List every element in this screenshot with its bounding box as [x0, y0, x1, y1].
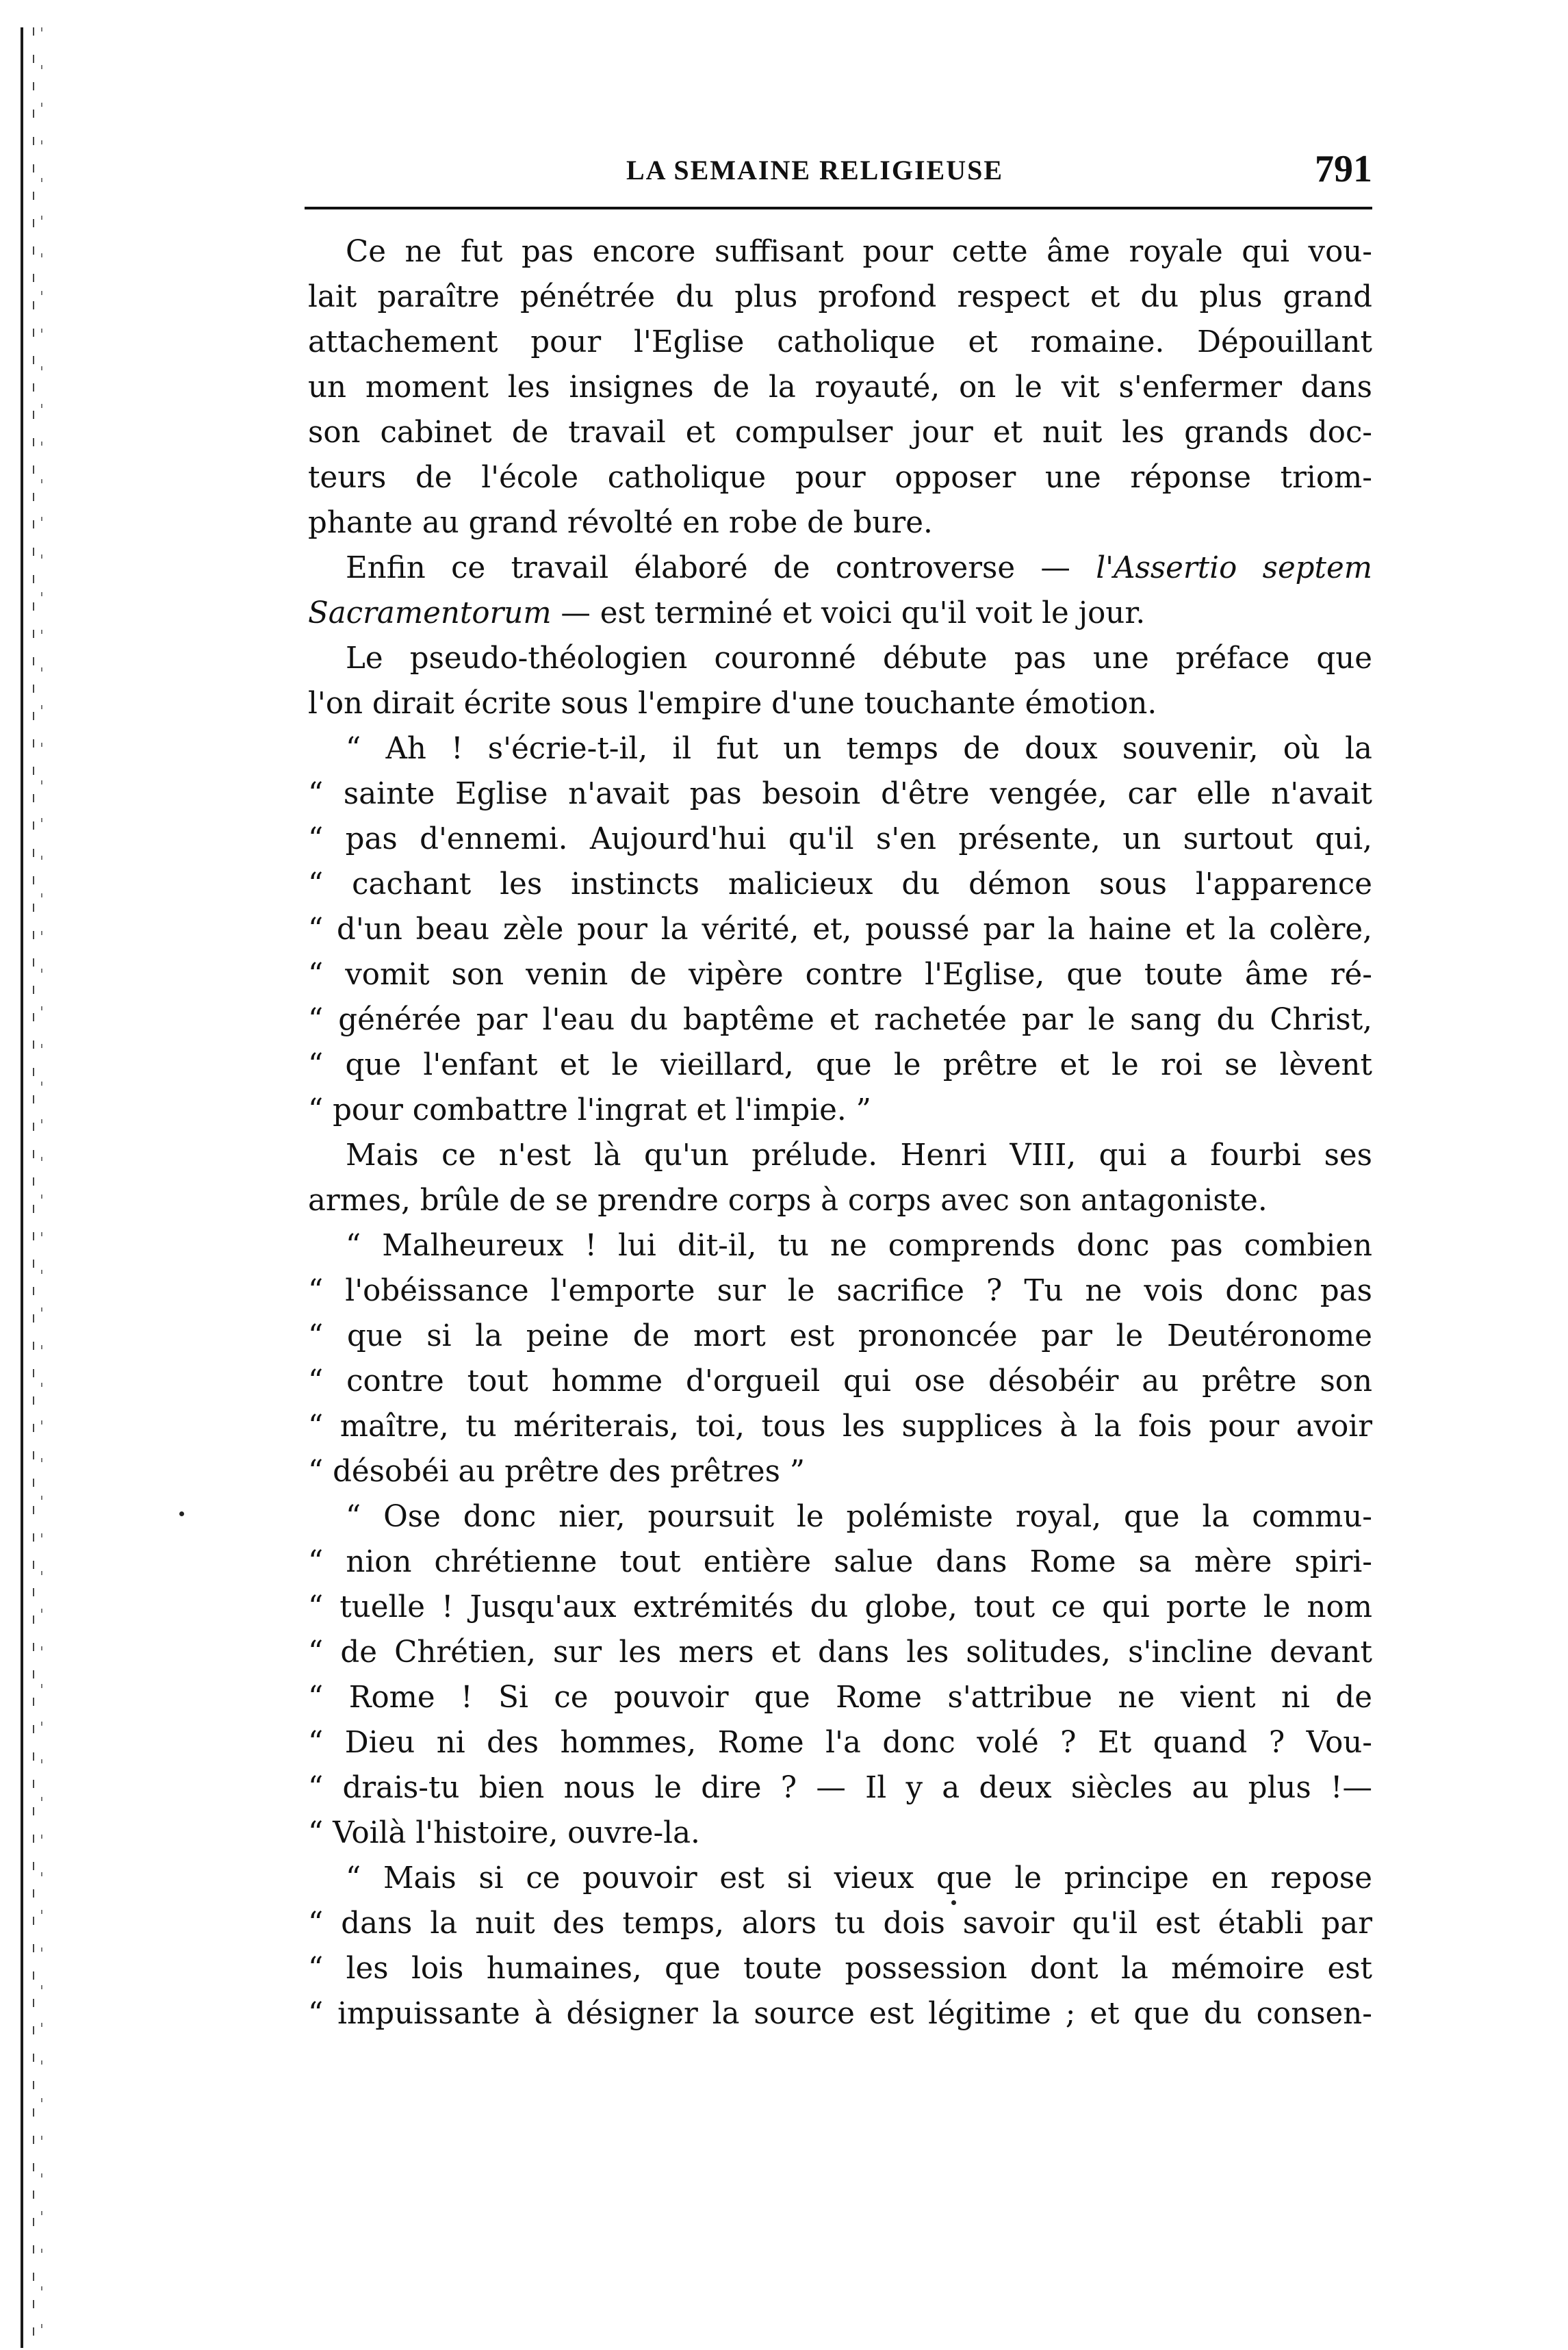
text-line: attachement pour l'Eglise catholique et romaine. Dépouillant — [308, 325, 1372, 359]
text-line: Sacramentorum — est terminé et voici qu'il voit le jour. — [308, 596, 1146, 630]
text-line: “ pour combattre l'ingrat et l'impie. ” — [308, 1093, 871, 1127]
text-line: Mais ce n'est là qu'un prélude. Henri VIII, qui a fourbi ses — [346, 1138, 1372, 1173]
text-line: “ Malheureux ! lui dit-il, tu ne comprends donc pas combien — [346, 1229, 1372, 1263]
text-line: un moment les insignes de la royauté, on le vit s'enfermer dans — [308, 370, 1372, 405]
text-line: l'on dirait écrite sous l'empire d'une touchante émotion. — [308, 687, 1157, 721]
page-header — [305, 147, 1372, 195]
text-line: “ l'obéissance l'emporte sur le sacrifice ? Tu ne vois donc pas — [308, 1274, 1372, 1308]
text-line: “ maître, tu mériterais, toi, tous les supplices à la fois pour avoir — [308, 1409, 1372, 1444]
header-rule — [305, 207, 1372, 209]
text-line: “ nion chrétienne tout entière salue dans Rome sa mère spiri- — [308, 1545, 1372, 1579]
text-line: “ Dieu ni des hommes, Rome l'a donc volé ? Et quand ? Vou- — [308, 1726, 1372, 1760]
text-line: phante au grand révolté en robe de bure. — [308, 506, 933, 540]
text-line: “ pas d'ennemi. Aujourd'hui qu'il s'en présente, un surtout qui, — [308, 822, 1372, 856]
text-line: “ vomit son venin de vipère contre l'Eglise, que toute âme ré- — [308, 958, 1372, 992]
text-line: Le pseudo-théologien couronné débute pas une préface que — [346, 641, 1372, 676]
stray-mark — [179, 1511, 184, 1516]
running-head: LA SEMAINE RELIGIEUSE — [626, 155, 1004, 186]
text-line: armes, brûle de se prendre corps à corps avec son antagoniste. — [308, 1184, 1268, 1218]
text-line: son cabinet de travail et compulser jour et nuit les grands doc- — [308, 416, 1372, 450]
text-line: “ que l'enfant et le vieillard, que le prêtre et le roi se lèvent — [308, 1048, 1372, 1082]
body-text — [308, 229, 1372, 2036]
text-line: “ d'un beau zèle pour la vérité, et, poussé par la haine et la colère, — [308, 912, 1372, 947]
text-line: “ cachant les instincts malicieux du démon sous l'apparence — [308, 867, 1372, 902]
text-line: “ désobéi au prêtre des prêtres ” — [308, 1455, 806, 1489]
stray-mark — [951, 1900, 956, 1905]
text-line: “ dans la nuit des temps, alors tu dois savoir qu'il est établi par — [308, 1906, 1372, 1941]
text-line: “ de Chrétien, sur les mers et dans les solitudes, s'incline devant — [308, 1635, 1372, 1670]
text-line: “ sainte Eglise n'avait pas besoin d'être vengée, car elle n'avait — [308, 777, 1372, 811]
text-line: “ Voilà l'histoire, ouvre-la. — [308, 1816, 700, 1850]
text-line: “ Ose donc nier, poursuit le polémiste royal, que la commu- — [346, 1500, 1372, 1534]
text-line: lait paraître pénétrée du plus profond respect et du plus grand — [308, 280, 1372, 314]
text-line: “ générée par l'eau du baptême et rachetée par le sang du Christ, — [308, 1003, 1372, 1037]
text-line: “ tuelle ! Jusqu'aux extrémités du globe, tout ce qui porte le nom — [308, 1590, 1372, 1624]
text-line: “ contre tout homme d'orgueil qui ose désobéir au prêtre son — [308, 1364, 1372, 1398]
text-line: “ Ah ! s'écrie-t-il, il fut un temps de doux souvenir, où la — [346, 732, 1372, 766]
text-line: “ que si la peine de mort est prononcée par le Deutéronome — [308, 1319, 1372, 1353]
text-line: “ Rome ! Si ce pouvoir que Rome s'attribue ne vient ni de — [308, 1681, 1372, 1715]
binding-edge — [21, 27, 30, 2348]
text-line: “ les lois humaines, que toute possession dont la mémoire est — [308, 1952, 1372, 1986]
text-line: “ impuissante à désigner la source est légitime ; et que du consen- — [308, 1997, 1372, 2031]
text-line: Enfin ce travail élaboré de controverse — l'Assertio septem — [346, 551, 1373, 585]
italic-title: l'Assertio septem — [1096, 551, 1373, 585]
text-line: teurs de l'école catholique pour opposer une réponse triom- — [308, 461, 1372, 495]
text-line: Ce ne fut pas encore suffisant pour cette âme royale qui vou- — [346, 235, 1372, 269]
italic-title: Sacramentorum — [308, 596, 552, 630]
text-line: “ Mais si ce pouvoir est si vieux que le principe en repose — [346, 1861, 1372, 1895]
page-number: 791 — [1315, 148, 1372, 190]
text-line: “ drais-tu bien nous le dire ? — Il y a deux siècles au plus !— — [308, 1771, 1372, 1805]
